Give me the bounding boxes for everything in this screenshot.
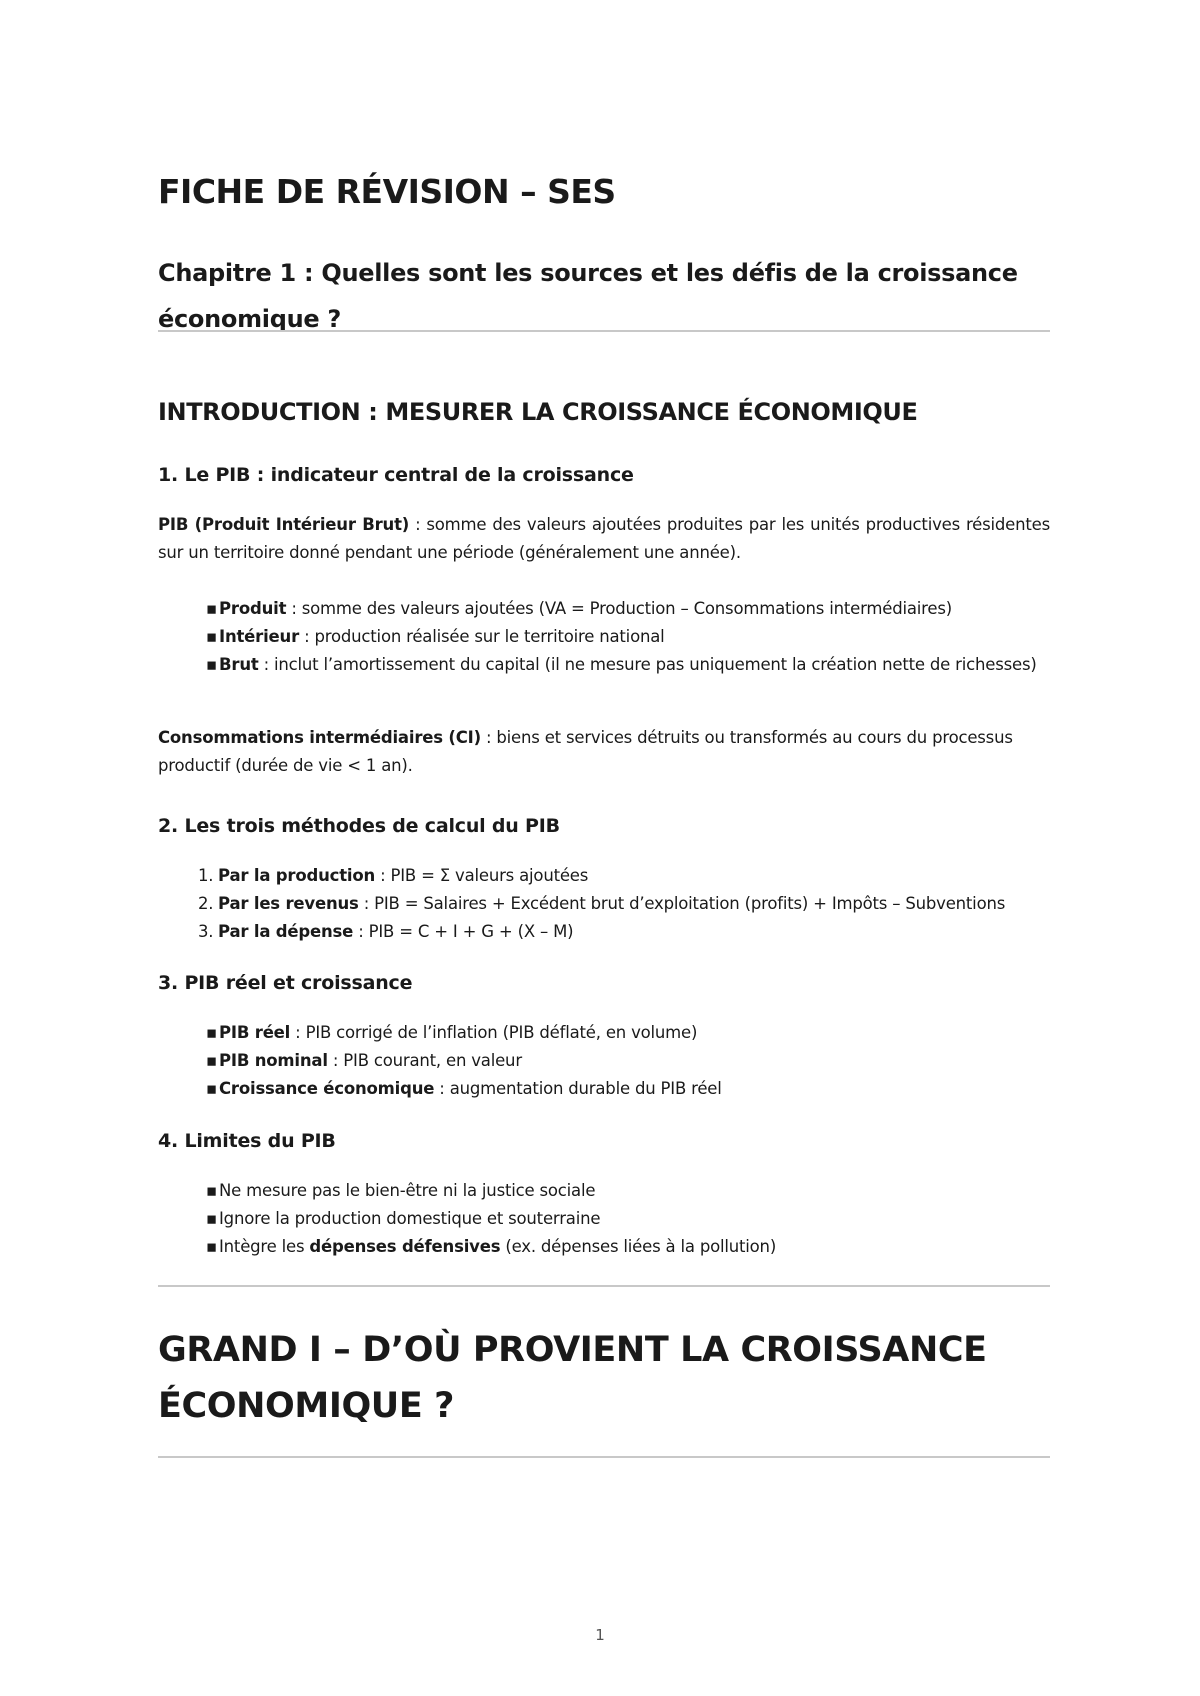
list-item-term: Par la dépense bbox=[218, 922, 354, 941]
list-item bbox=[206, 651, 1050, 679]
bullet-marker: ▪ bbox=[206, 1237, 217, 1256]
bullet-marker: ▪ bbox=[206, 627, 217, 646]
chapter-title: Chapitre 1 : Quelles sont les sources et les défis de la croissance économique ? bbox=[158, 259, 1018, 333]
bullet-marker: ▪ bbox=[206, 1051, 217, 1070]
bullet-marker: ▪ bbox=[206, 1181, 217, 1200]
pib-definition-term: PIB (Produit Intérieur Brut) bbox=[158, 515, 410, 534]
list-item-text: : inclut l’amortissement du capital (il ne mesure pas uniquement la création nette de richesses) bbox=[258, 655, 1037, 674]
horizontal-rule bbox=[158, 330, 1050, 332]
list-item-term: PIB nominal bbox=[219, 1051, 328, 1070]
list-item bbox=[206, 1075, 1050, 1103]
page-number: 1 bbox=[595, 1626, 605, 1644]
list-item bbox=[206, 1177, 1050, 1205]
horizontal-rule bbox=[158, 1456, 1050, 1458]
pib-definition bbox=[158, 511, 1050, 567]
real-gdp-list bbox=[206, 1019, 1050, 1103]
list-item bbox=[198, 862, 1050, 890]
pib-definition-text: : somme des valeurs ajoutées produites par les unités productives résidentes sur un territoire donné pendant une période (généralement une année). bbox=[158, 515, 1050, 562]
list-number: 1. bbox=[198, 866, 214, 885]
list-item-text: : PIB courant, en valeur bbox=[327, 1051, 522, 1070]
list-item-term: Intérieur bbox=[219, 627, 300, 646]
list-item-term: dépenses défensives bbox=[309, 1237, 501, 1256]
list-item bbox=[206, 623, 1050, 651]
list-item-text: (ex. dépenses liées à la pollution) bbox=[500, 1237, 777, 1256]
list-item-term: PIB réel bbox=[219, 1023, 291, 1042]
list-item-text: Ne mesure pas le bien-être ni la justice sociale bbox=[219, 1181, 596, 1200]
bullet-marker: ▪ bbox=[206, 655, 217, 674]
bullet-marker: ▪ bbox=[206, 1209, 217, 1228]
list-item bbox=[198, 890, 1050, 918]
list-item-term: Brut bbox=[219, 655, 259, 674]
list-item bbox=[206, 1047, 1050, 1075]
list-item-term: Croissance économique bbox=[219, 1079, 435, 1098]
list-item bbox=[206, 1019, 1050, 1047]
horizontal-rule bbox=[158, 1285, 1050, 1287]
ci-definition-text: : biens et services détruits ou transformés au cours du processus productif (durée de vie < 1 an). bbox=[158, 728, 1013, 775]
list-number: 2. bbox=[198, 894, 214, 913]
list-item-term: Produit bbox=[219, 599, 287, 618]
list-number: 3. bbox=[198, 922, 214, 941]
list-item-text: : augmentation durable du PIB réel bbox=[434, 1079, 722, 1098]
section-heading-methods: 2. Les trois méthodes de calcul du PIB bbox=[158, 815, 560, 837]
bullet-marker: ▪ bbox=[206, 1079, 217, 1098]
intro-section-title: INTRODUCTION : MESURER LA CROISSANCE ÉCONOMIQUE bbox=[158, 398, 918, 426]
bullet-marker: ▪ bbox=[206, 1023, 217, 1042]
list-item-term: Par la production bbox=[218, 866, 376, 885]
list-item-text: : PIB = Salaires + Excédent brut d’exploitation (profits) + Impôts – Subventions bbox=[358, 894, 1006, 913]
list-item bbox=[198, 918, 1050, 946]
list-item bbox=[206, 1205, 1050, 1233]
list-item-text: : PIB corrigé de l’inflation (PIB déflaté, en volume) bbox=[290, 1023, 698, 1042]
section-heading-real-gdp: 3. PIB réel et croissance bbox=[158, 972, 413, 994]
list-item-text: : somme des valeurs ajoutées (VA = Production – Consommations intermédiaires) bbox=[286, 599, 952, 618]
limits-list bbox=[206, 1177, 1050, 1261]
list-item-text: : PIB = C + I + G + (X – M) bbox=[353, 922, 574, 941]
methods-list bbox=[198, 862, 1050, 946]
list-item-text: : production réalisée sur le territoire national bbox=[299, 627, 665, 646]
grand-section-title: GRAND I – D’OÙ PROVIENT LA CROISSANCE ÉCONOMIQUE ? bbox=[158, 1330, 987, 1426]
list-item bbox=[206, 1233, 1050, 1261]
list-item bbox=[206, 595, 1050, 623]
list-item-text: : PIB = Σ valeurs ajoutées bbox=[375, 866, 589, 885]
list-item-text: Ignore la production domestique et souterraine bbox=[219, 1209, 601, 1228]
section-heading-limits: 4. Limites du PIB bbox=[158, 1130, 336, 1152]
bullet-marker: ▪ bbox=[206, 599, 217, 618]
list-item-term: Par les revenus bbox=[218, 894, 359, 913]
list-item-text: Intègre les bbox=[219, 1237, 310, 1256]
ci-definition bbox=[158, 724, 1050, 780]
ci-definition-term: Consommations intermédiaires (CI) bbox=[158, 728, 481, 747]
pib-components-list bbox=[206, 595, 1050, 679]
document-title: FICHE DE RÉVISION – SES bbox=[158, 172, 616, 211]
section-heading-pib: 1. Le PIB : indicateur central de la croissance bbox=[158, 464, 634, 486]
